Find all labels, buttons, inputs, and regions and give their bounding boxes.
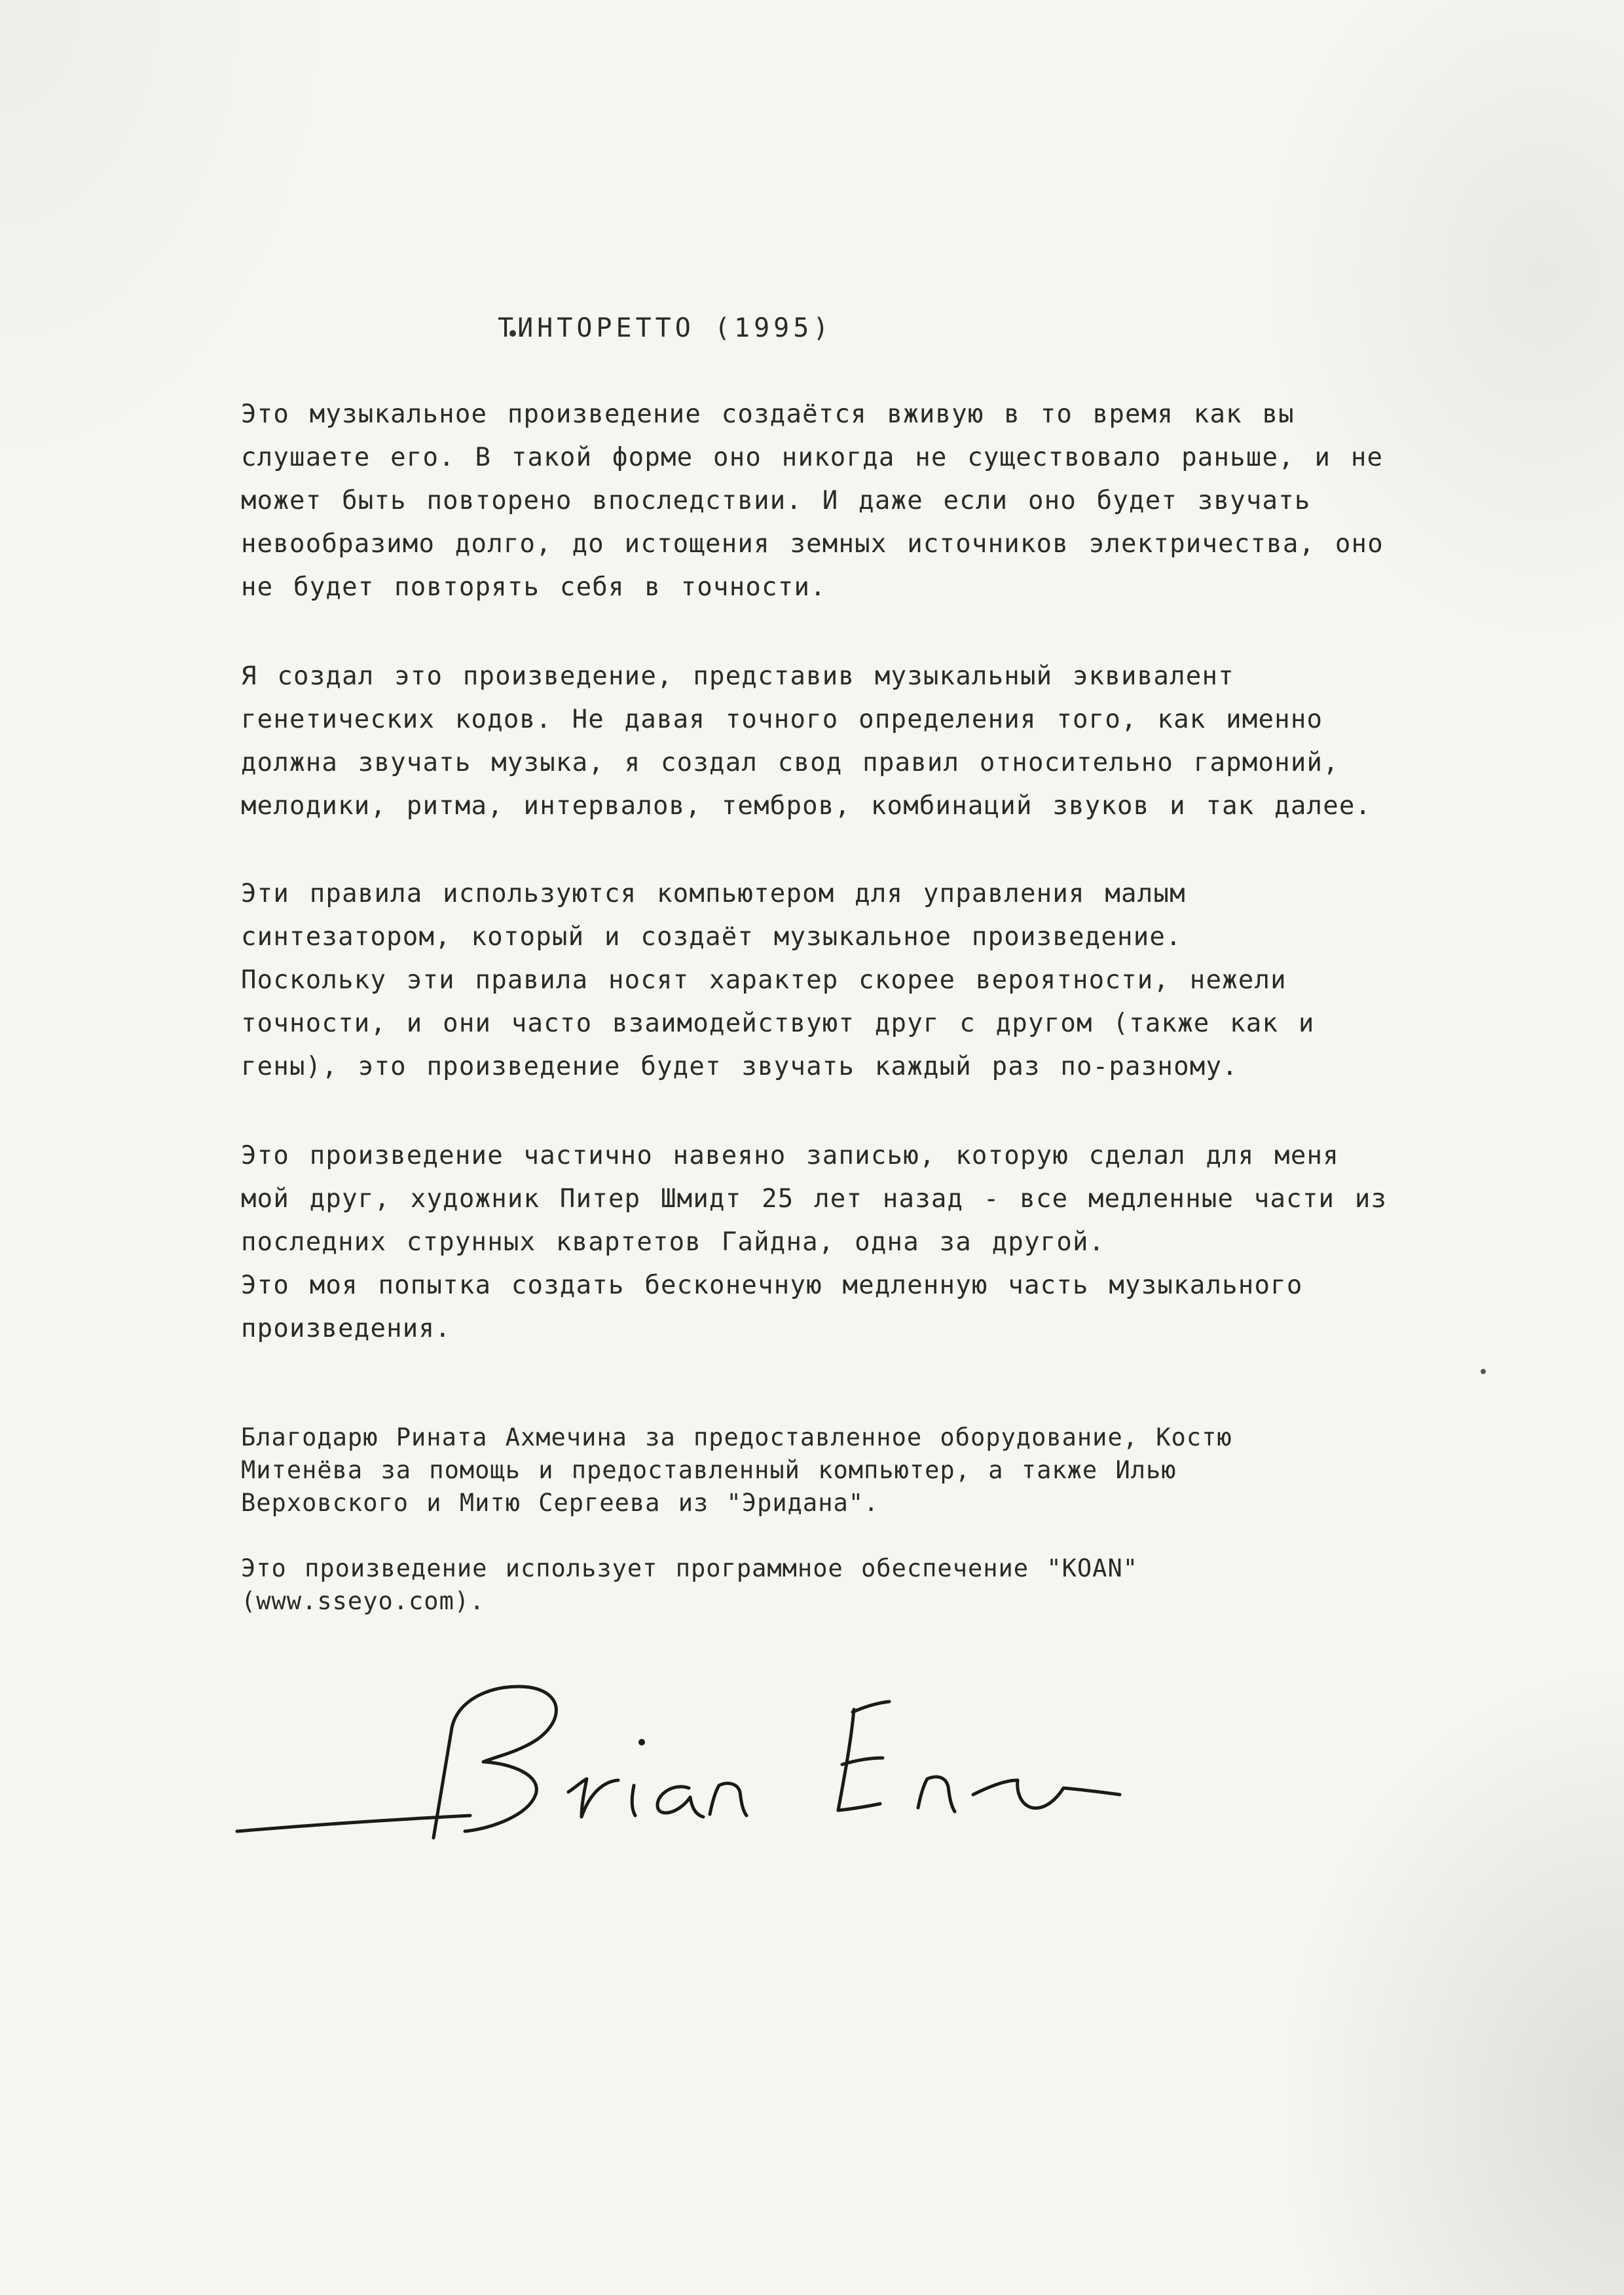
text-line: Это произведение частично навеяно записью, которую сделал для меня <box>241 1141 1339 1170</box>
text-line: Верховского и Митю Сергеева из "Эридана". <box>241 1489 879 1517</box>
text-line: Благодарю Рината Ахмечина за предоставленное оборудование, Костю <box>241 1423 1232 1451</box>
text-line: точности, и они часто взаимодействуют друг с другом (также как и <box>241 1009 1315 1038</box>
text-line: должна звучать музыка, я создал свод правил относительно гармоний, <box>241 748 1339 777</box>
text-line: Эти правила используются компьютером для управления малым <box>241 879 1186 908</box>
text-line: мой друг, художник Питер Шмидт 25 лет назад - все медленные части из <box>241 1184 1388 1214</box>
document-title: ТИНТОРЕТТО (1995) <box>498 313 833 343</box>
text-line: синтезатором, который и создаёт музыкальное произведение. <box>241 922 1182 952</box>
paragraph-1 <box>241 393 1583 609</box>
text-line: невообразимо долго, до истощения земных источников электричества, оно <box>241 529 1384 559</box>
text-line: мелодики, ритма, интервалов, тембров, комбинаций звуков и так далее. <box>241 791 1372 821</box>
stray-ink-dot <box>1481 1369 1486 1374</box>
text-line: Это моя попытка создать бесконечную медленную часть музыкального <box>241 1271 1303 1300</box>
text-line: Митенёва за помощь и предоставленный компьютер, а также Илью <box>241 1456 1177 1484</box>
text-line: Это произведение использует программное обеспечение "KOAN" <box>241 1554 1139 1582</box>
text-line: может быть повторено впоследствии. И даже если оно будет звучать <box>241 486 1311 515</box>
text-line: слушаете его. В такой форме оно никогда не существовало раньше, и не <box>241 443 1384 472</box>
text-line: генетических кодов. Не давая точного определения того, как именно <box>241 705 1323 734</box>
paragraph-3 <box>241 872 1583 1089</box>
text-line: не будет повторять себя в точности. <box>241 572 826 602</box>
paragraph-2 <box>241 655 1583 828</box>
acknowledgements <box>241 1421 1583 1520</box>
text-line: Это музыкальное произведение создаётся вживую в то время как вы <box>241 400 1295 429</box>
handwritten-signature <box>223 1677 1244 1886</box>
paragraph-4 <box>241 1134 1583 1351</box>
text-line: последних струнных квартетов Гайдна, одна за другой. <box>241 1227 1105 1257</box>
software-note <box>241 1552 1583 1618</box>
signature-drawing <box>223 1677 1244 1886</box>
text-line: Я создал это произведение, представив музыкальный эквивалент <box>241 662 1234 691</box>
text-line: гены), это произведение будет звучать каждый раз по-разному. <box>241 1052 1238 1081</box>
text-line: (www.sseyo.com). <box>241 1587 485 1615</box>
text-line: Поскольку эти правила носят характер скорее вероятности, нежели <box>241 965 1287 995</box>
text-line: произведения. <box>241 1314 451 1343</box>
